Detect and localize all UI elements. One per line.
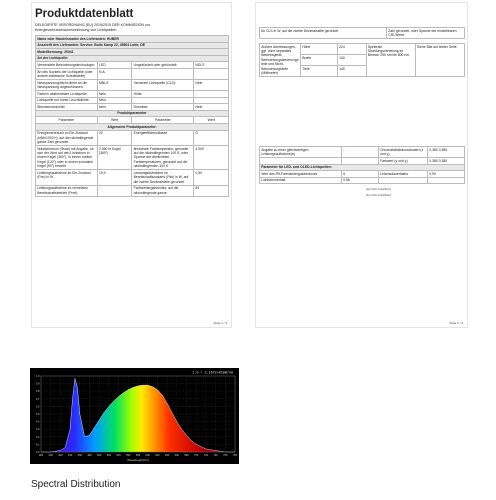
page-title: Produktdatenblatt [35,8,134,20]
spectral-distribution-chart [30,368,239,464]
table-cell: N.A. [97,68,132,79]
x-tick-label: 440 [67,454,73,457]
table-cell: für CLS in W, auf die zweite Dezimalstelle gerundet [260,28,387,39]
x-tick-label: 560 [126,454,131,457]
table-cell: Nein [194,79,229,90]
dimensions-table [259,43,465,77]
y-tick-label: 0.0 [35,451,40,454]
table-cell: Lebensdauerfaktor [378,171,427,178]
table-cell: 0,56 [342,177,379,184]
table-cell: Lichtquelle mit hoher Leuchtdichte: [36,97,98,104]
table-cell [194,97,229,104]
table-cell: Nutzlichtstrom (Φuse) mit Angabe, ob sich der Wert auf den Lichtstrom in einem Kegel (360°), in einem breiten Kegel (120°) oder in einem schmalen Kegel (90°) bezieht [36,145,98,169]
table-cell: Ungekündelt oder gebündelt: [132,62,194,69]
table-cell: Hülle: [132,90,194,97]
table-row [260,28,465,39]
x-tick-label: 660 [174,454,179,457]
table-row [36,123,229,130]
table-row [36,36,229,43]
table-cell [428,177,465,184]
x-axis-label: Wavelength[nm] [127,458,149,462]
table-cell: G [194,130,229,145]
table-cell [342,158,379,165]
footnote: (b) nicht zutreffend [366,193,391,197]
x-tick-label: 780 [232,454,238,457]
table-cell: Leistungsaufnahme im vernetzten Bereitschaftsbetrieb (Pnet) [36,185,98,196]
scale-readout: 1.0 = 3.167e+01mW/nm [192,371,233,376]
x-tick-label: 640 [164,454,170,457]
x-tick-label: 380 [38,454,44,457]
table-cell: Art des Sockels der Lichtquelle (oder andere elektrische Schnittstelle) [36,68,98,79]
intro-line: DELEGIERTE VERORDNUNG (EU) 2019/2015 DER KOMMISSION zur [35,23,150,27]
table-row [36,130,229,145]
x-tick-label: 400 [48,454,53,457]
table-cell: Tiefe [301,66,338,77]
table-cell: - [194,90,229,97]
table-cell: Nein [97,97,132,104]
table-cell: Produktparameter [36,110,229,117]
table-row [36,42,229,49]
table-cell: MNLS [97,79,132,90]
table-cell: 0,380 0,380 [428,147,465,158]
table-cell: LED [97,62,132,69]
y-tick-label: 0.4 [35,420,40,424]
intro-line: Energieverbrauchskennzeichnung von Lichtquellen [35,27,117,32]
table-row [260,171,465,178]
table-cell [132,68,194,79]
x-tick-label: 520 [106,454,112,457]
footnote: (a) nicht zutreffend [366,187,391,191]
table-cell: Zahl gerundet, oder Spanne der einstellbaren CRI-Werte [387,28,465,39]
table-cell: Wert des R9-Farbwiedergabeindexes [260,171,342,178]
table-cell: 6 [342,171,379,178]
datasheet-page-1 [31,2,232,328]
table-cell: Dimmbar: [132,104,194,111]
table-row [36,145,229,169]
y-tick-label: 1.0 [35,375,40,378]
x-tick-label: 740 [213,454,218,457]
table-row [36,79,229,90]
table-cell [132,97,194,104]
y-tick-label: 0.6 [35,405,40,409]
page-footer: Seite 1 / 3 [213,321,227,325]
table-row [36,185,229,196]
table-cell: Äußere Abmessungen, ggf. ohne separates Betriebsgerät, Beleuchtungssteuerungsteile und Nicht-Beleuchtungsteile (Millimeter) [261,44,299,76]
table-row [36,90,229,97]
table-cell: Wert [194,117,229,124]
table-cell: Anschrift des Lieferanten: Service: Bullo Kamp 22, 45504 Lotte, DE [36,42,229,49]
table-cell: ähnlichste Farbtemperatur, gerundet auf die nächstliegenden 100 K, oder Spanne der ähnlichsten Farbtemperaturen, gerundet auf die nächstliegenden 100 K [132,145,194,169]
x-tick-label: 700 [194,454,199,457]
table-row [36,97,229,104]
y-tick-label: 0.1 [35,443,40,447]
table-row [260,147,465,158]
table-row [260,164,465,171]
table-cell: Parameter für LED- und OLED-Lichtquellen: [260,164,465,171]
table-cell: Farbwert (y und y) [378,158,427,165]
x-tick-label: 600 [145,454,150,457]
table-cell: 149 [337,66,366,77]
x-tick-label: 680 [184,454,189,457]
table-row [36,104,229,111]
table-row [36,62,229,69]
table-cell: 0,50 [194,170,229,185]
parameter-table [35,35,229,197]
table-cell: 0,380 0,380 [428,158,465,165]
x-tick-label: 620 [155,454,160,457]
y-tick-label: 0.8 [35,390,40,394]
table-cell: Wert [97,117,132,124]
table-cell: 100 [337,55,366,66]
table-cell: 2.360 in Kugel (360°) [97,145,132,169]
table-cell: Höhe [301,44,338,55]
y-tick-label: 0.2 [35,435,40,439]
table-cell [194,68,229,79]
table-cell: 19,9 [97,170,132,185]
table-row [260,177,465,184]
table-cell: Leistungsaufnahme im Ein-Zustand (Pon) in W [36,170,98,185]
table-cell [260,158,342,165]
table-cell [378,177,427,184]
intro-text [35,23,225,33]
table-cell: Parameter [36,117,98,124]
led-parameter-table [259,146,465,184]
table-cell: Blendschutzschild: [36,104,98,111]
table-row [36,110,229,117]
table-cell: Siehe Bild auf letzter Seite [415,44,464,77]
table-cell: - [97,185,132,196]
y-tick-label: 0.5 [35,413,40,416]
y-tick-label: 0.3 [35,428,40,432]
table-cell: Farbwiedergabeindex, auf die nächstliegende ganze [132,185,194,196]
x-tick-label: 480 [87,454,92,457]
x-tick-label: 540 [116,454,121,457]
x-tick-label: 760 [223,454,228,457]
table-cell: Art der Lichtquelle: [36,55,229,62]
x-tick-label: 720 [203,454,209,457]
x-tick-label: 580 [135,454,141,457]
table-cell: Nein [97,104,132,111]
x-tick-label: 500 [97,454,102,457]
table-cell: Allgemeine Produktparameter: [36,123,229,130]
table-row [260,44,465,55]
x-tick-label: 420 [58,454,63,457]
parameter-table-continued [259,27,465,39]
table-cell: Nein [194,104,229,111]
table-row [36,55,229,62]
table-row [36,49,229,56]
table-cell: 0,90 [428,171,465,178]
table-cell: Lichtstromerhalt [260,177,342,184]
table-cell: 4.000 [194,145,229,169]
table-cell: 84 [194,185,229,196]
y-tick-label: 0.7 [35,397,40,401]
table-row [36,68,229,79]
table-cell: Verwendete Beleuchtungstechnologie: [36,62,98,69]
table-cell: - [342,147,379,158]
table-cell: Chromatizitätskoordinaten (x und y) [378,147,427,158]
table-cell: Spektrale Strahlungsverteilung im Bereich 250 nm bis 800 nm [366,44,415,77]
y-tick-label: 0.9 [35,382,40,386]
datasheet-page-2 [255,2,468,328]
table-cell: Vernetzte Lichtquelle (CLS): [132,79,194,90]
table-cell: Energieverbrauch im Ein-Zustand (kWh/1000 h), auf die nächstliegende ganze Zahl gerundet [36,130,98,145]
table-cell: Parameter [132,117,194,124]
table-cell: Angabe zu einer gleichwertigen Leistungsaufnahme(a) [260,147,342,158]
table-row [36,117,229,124]
page-footer: Seite 2 / 3 [449,321,463,325]
chart-caption: Spectral Distribution [31,479,121,490]
table-cell: Name oder Handelsmarke des Lieferanten: HUBER [36,36,229,43]
table-cell: Energieeffizienzklasse [132,130,194,145]
table-cell: Modellkennung: 20041 [36,49,229,56]
table-cell: 224 [337,44,366,55]
table-cell: NDLS [194,62,229,69]
table-cell: Leistungsaufnahme im Bereitschaftszustand (Psb) in W, auf die zweite Dezimalstelle gerundet [132,170,194,185]
x-tick-label: 460 [77,454,82,457]
table-cell: Netzspannung/Nicht direkt an die Netzspannung angeschlossen: [36,79,98,90]
table-row [260,158,465,165]
table-cell: Nein [97,90,132,97]
table-row [36,170,229,185]
table-cell: 20 [97,130,132,145]
table-cell: Farbe/h abstimmbare Lichtquelle: [36,90,98,97]
table-cell: Breite [301,55,338,66]
